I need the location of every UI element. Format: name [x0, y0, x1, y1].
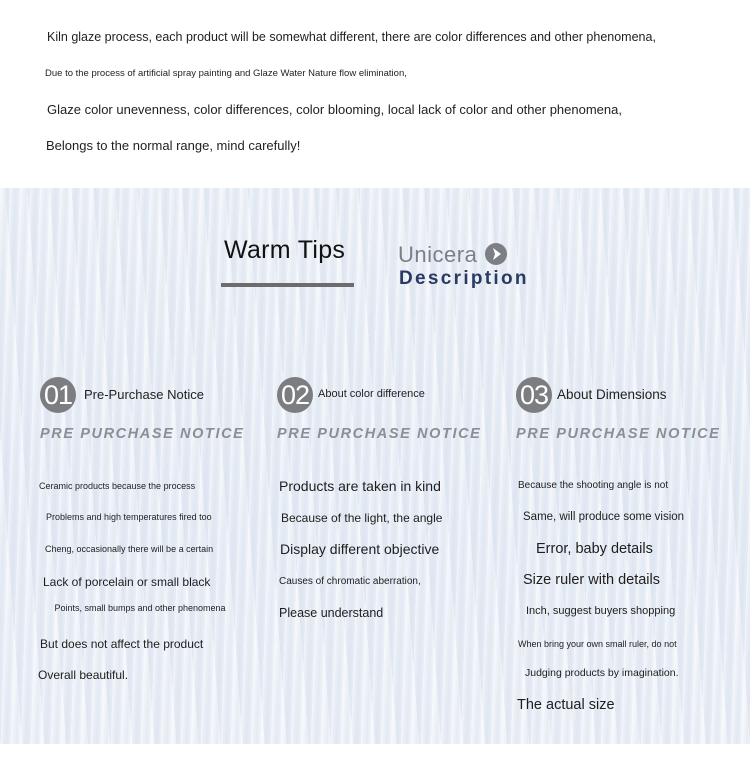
column-text-line: The actual size — [517, 697, 615, 713]
column-text-line: Because the shooting angle is not — [518, 480, 669, 491]
brand-name: Unicera — [398, 242, 478, 267]
warm-tips-heading: Warm Tips — [224, 236, 346, 264]
column-text-line: But does not affect the product — [40, 637, 204, 651]
column-text-line: Overall beautiful. — [38, 668, 129, 682]
bottom-margin — [0, 744, 750, 765]
chevron-right-icon — [485, 243, 507, 265]
column-title: Pre-Purchase Notice — [84, 387, 204, 402]
warm-tips-underline — [221, 283, 354, 287]
column-text-line: Same, will produce some vision — [523, 511, 685, 523]
column-text-line: Cheng, occasionally there will be a certain — [45, 544, 214, 554]
column-text-line: Error, baby details — [536, 541, 653, 557]
column-text-line: Ceramic products because the process — [39, 481, 196, 491]
column-text-line: Size ruler with details — [523, 572, 660, 588]
column-text-line: Products are taken in kind — [279, 478, 441, 494]
column-text-line: When bring your own small ruler, do not — [518, 639, 677, 649]
description-heading: Description — [399, 268, 529, 289]
intro-line-2: Due to the process of artificial spray painting and Glaze Water Nature flow elimination, — [45, 68, 407, 79]
glaze-notice-section — [0, 0, 750, 188]
column-subtitle: PRE PURCHASE NOTICE — [516, 426, 721, 442]
warm-tips-panel — [0, 188, 750, 744]
column-text-line: Causes of chromatic aberration, — [279, 576, 421, 587]
column-title: About Dimensions — [557, 387, 667, 402]
column-text-line: Lack of porcelain or small black — [43, 575, 211, 589]
column-subtitle: PRE PURCHASE NOTICE — [40, 426, 245, 442]
step-number-badge: 01 — [40, 377, 76, 413]
column-text-line: Display different objective — [280, 541, 440, 557]
column-title: About color difference — [318, 388, 425, 400]
column-text-line: Because of the light, the angle — [281, 511, 443, 525]
intro-line-4: Belongs to the normal range, mind carefully! — [46, 138, 301, 153]
step-number-badge: 03 — [516, 377, 552, 413]
intro-line-1: Kiln glaze process, each product will be somewhat different, there are color differences and other phenomena, — [47, 30, 656, 44]
column-text-line: Please understand — [279, 606, 384, 620]
column-text-line: Problems and high temperatures fired too — [46, 512, 212, 522]
step-number-badge: 02 — [277, 377, 313, 413]
column-text-line: Inch, suggest buyers shopping — [526, 605, 676, 617]
column-text-line: Points, small bumps and other phenomena — [54, 603, 226, 613]
column-text-line: Judging products by imagination. — [525, 667, 679, 679]
column-subtitle: PRE PURCHASE NOTICE — [277, 426, 482, 442]
intro-line-3: Glaze color unevenness, color differences, color blooming, local lack of color and other phenomena, — [47, 102, 622, 117]
